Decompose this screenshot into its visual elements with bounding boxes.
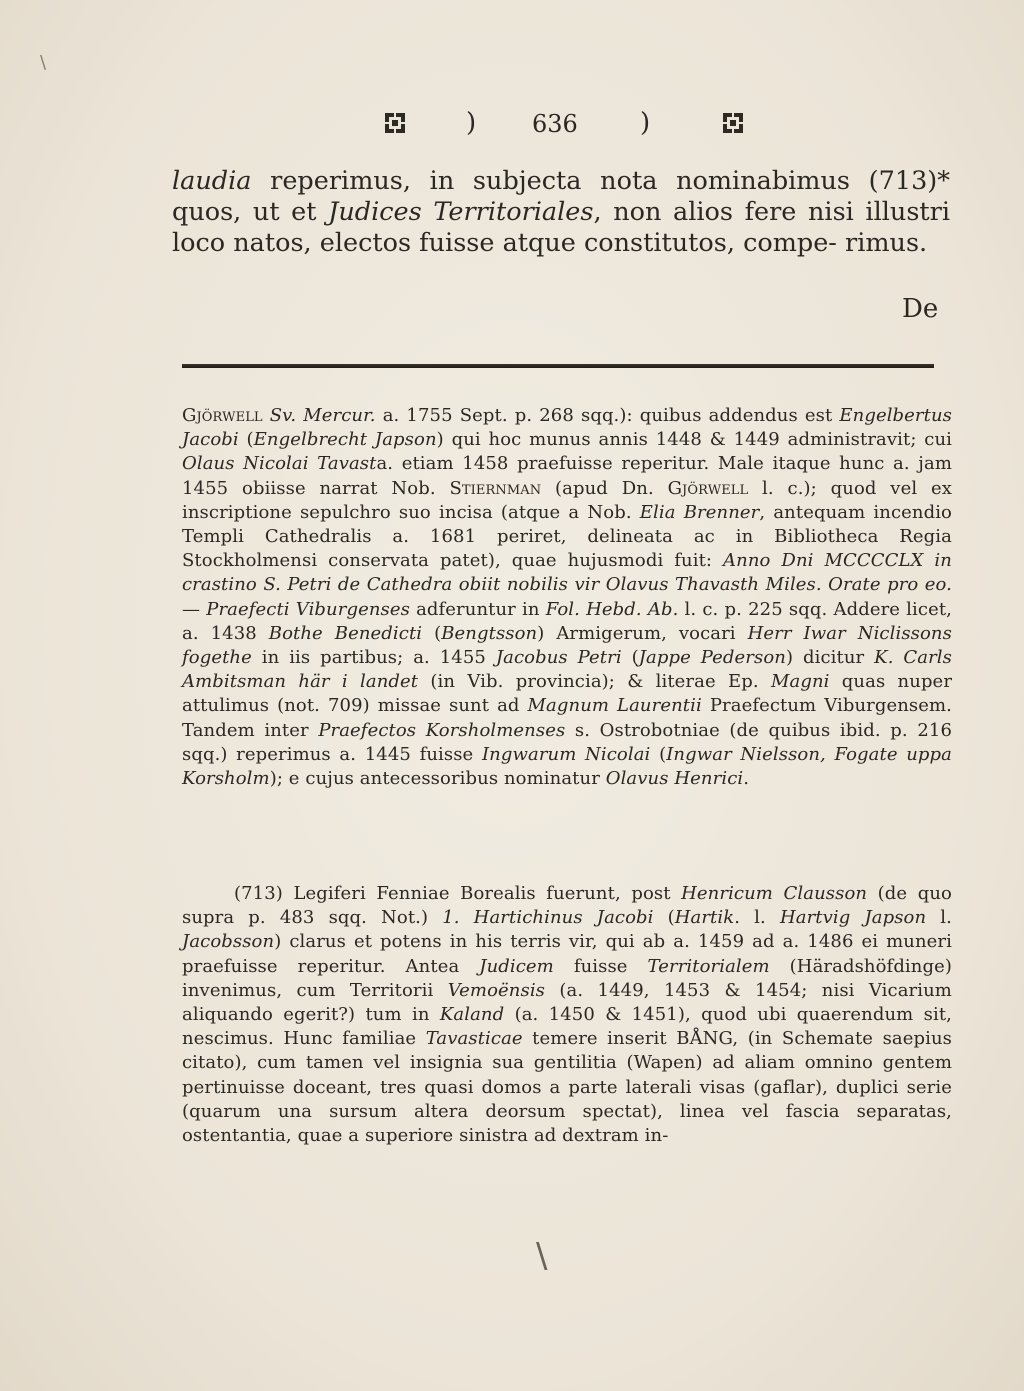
italic-text: Ingwarum Nicolai [481,743,651,765]
italic-text: Olavus Henrici [605,768,744,790]
footnote-paragraph [182,882,952,1148]
italic-text: Herr Iwar Niclissons fogethe [182,622,952,669]
text-run: Stiernman [449,477,542,499]
ornament-icon [384,112,406,134]
italic-text: Jacobus Petri [495,647,622,669]
italic-text: Fol. Hebd. Ab. [545,598,679,620]
text-run: adferuntur in [409,598,546,620]
header-paren-left: ) [466,108,477,138]
italic-text: K. Carls Ambitsman här i landet [182,647,953,693]
italic-text: Engelbrecht Japson [253,429,437,451]
text-run: Gjörwell [667,477,749,499]
italic-text: Territorialem [647,955,770,977]
italic-text: Praefectos Korsholmenses [318,719,566,741]
italic-text: laudia [172,166,252,196]
italic-text: Kaland [439,1004,505,1026]
italic-text: Magnum Laurentii [527,695,702,717]
paper-blemish: \ [40,52,47,73]
text-run: ); e cujus antecessoribus nominatur [269,768,606,790]
text-run: ( [422,622,442,644]
text-run [263,405,270,426]
italic-text: Henricum Clausson [681,883,868,904]
text-run: l. [926,907,952,929]
footnote-713-text [182,883,952,1146]
italic-text: Jappe Pederson [638,647,786,669]
italic-text: Sv. Mercur. [269,405,376,426]
text-run: l. c. p. 225 sqq. Addere licet, a. 1438 [182,598,952,644]
text-run: reperimus, in subjecta nota nominabimus (713)* quos, ut et [172,166,950,227]
text-run: fuisse [553,955,648,977]
text-run: . [743,768,750,790]
text-run: (a. 1449, 1453 & 1454; nisi Vicarium aliquando egerit?) tum in [182,979,952,1026]
text-run: , antequam incendio Templi Cathedralis a. 1681 periret, delineata ac in Bibliotheca Regia Stockholmensi conservata patet), quae hujusmodi fuit: [182,501,952,572]
italic-text: Olaus Nicolai Tavast [182,453,377,475]
italic-text: Judicem [479,955,554,977]
text-run: Praefectum Viburgensem. Tandem inter [182,695,953,741]
text-run: l. c.); quod vel ex inscriptione sepulchro suo incisa (atque a Nob. [182,477,952,523]
text-run: in iis partibus; a. 1455 [251,647,496,669]
footnote-paragraph [182,404,952,791]
text-run: (a. 1450 & 1451), quod ubi quaerendum sit, nescimus. Hunc familiae [182,1004,952,1050]
text-run: ) clarus et potens in his terris vir, qui ab a. 1459 ad a. 1486 ei muneri praefuisse reperitur. Antea [182,931,952,977]
text-run: (apud Dn. [541,477,668,499]
text-run: a. 1755 Sept. p. 268 sqq.): quibus addendus est [375,405,840,426]
main-text [172,166,950,259]
text-run: ( [653,907,675,929]
text-run: , non alios fere nisi illustri loco natos, electos fuisse atque constitutos, compe- rimus. [172,197,951,258]
italic-text: Magni [770,671,830,693]
italic-text: Engelbertus Jacobi [182,405,952,451]
ornament-icon [722,112,744,134]
footnote-continued [182,404,952,791]
catchword: De [902,294,939,324]
text-run: a. etiam 1458 praefuisse reperitur. Male itaque hunc a. jam 1455 obiisse narrat Nob. [182,453,952,499]
text-run: ( [238,429,254,451]
paper-blemish: \ [536,1236,548,1276]
text-run: (713) Legiferi Fenniae Borealis fuerunt, post [234,883,682,904]
main-paragraph [172,166,950,259]
footnote-713 [182,882,952,1148]
text-run: ) dicitur [785,647,875,669]
text-run: ) qui hoc munus annis 1448 & 1449 administravit; cui [436,429,952,451]
italic-text: 1. Hartichinus Jacobi [442,907,654,929]
text-run: (in Vib. provincia); & literae Ep. [418,671,771,693]
text-run: ( [621,647,639,669]
text-run: . l. [734,907,780,929]
italic-text: Hartik [674,907,735,929]
text-run: temere inserit BÅNG, (in Schemate saepius citato), cum tamen vel insignia sua gentilitia (Wapen) ad aliam omnino gentem pertinuisse doceant, tres quasi domos a parte laterali visas (gaflar), duplici serie (quarum una sursum altera deorsum spectat), linea vel fascia separatas, ostentantia, quae a superiore sinistra ad dextram in- [182,1028,953,1147]
italic-text: Praefecti Viburgenses [206,598,410,620]
text-run: (Häradshöfdinge) invenimus, cum Territorii [182,955,952,1001]
italic-text: Hartvig Japson [779,907,927,929]
separator-rule [182,364,934,368]
italic-text: Jacobsson [182,931,275,953]
text-run: — [182,598,207,620]
page-number: 636 [532,110,578,138]
italic-text: Judices Territoriales [328,197,594,227]
italic-text: Anno Dni MCCCCLX in crastino S. Petri de Cathedra obiit nobilis vir Olavus Thavasth Miles. Orate pro eo. [182,550,952,596]
italic-text: Ingwar Nielsson, Fogate uppa Korsholm [182,743,953,790]
header-paren-right: ) [640,108,651,138]
italic-text: Vemoënsis [447,979,546,1001]
page-header [0,108,1024,144]
italic-text: Bothe Benedicti [268,622,423,644]
text-run: s. Ostrobotniae (de quibus ibid. p. 216 sqq.) reperimus a. 1445 fuisse [182,719,952,765]
italic-text: Tavasticae [425,1028,523,1050]
italic-text: Elia Brenner [639,501,760,523]
text-run: ) Armigerum, vocari [537,622,748,644]
text-run: (de quo supra p. 483 sqq. Not.) [182,883,952,929]
text-run: Gjörwell [182,405,263,426]
text-run: ( [650,743,667,765]
text-run: quas nuper attulimus (not. 709) missae sunt ad [182,671,953,717]
italic-text: Bengtsson [441,622,538,644]
